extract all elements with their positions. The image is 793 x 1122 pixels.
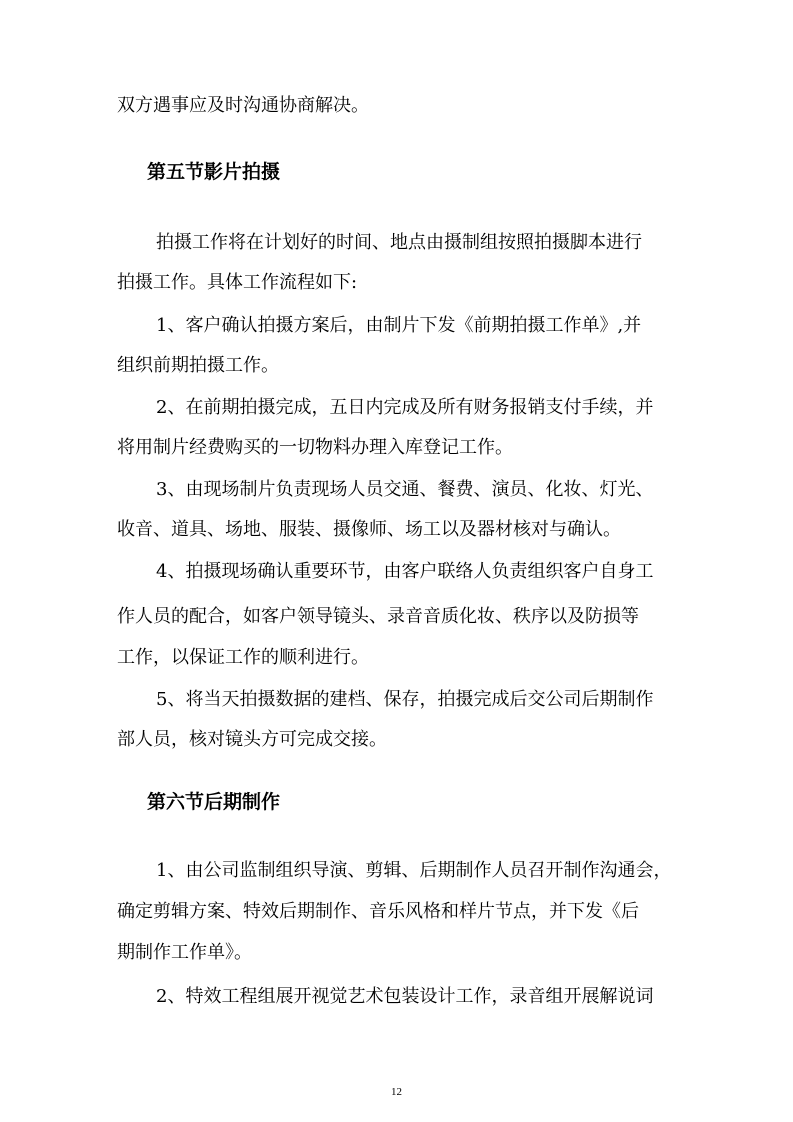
section-6-item-1-line-2: 确定剪辑方案、特效后期制作、音乐风格和样片节点，并下发《后 (117, 901, 639, 922)
section-5-heading: 第五节影片拍摄 (147, 161, 281, 183)
section-5-intro-line-2: 拍摄工作。具体工作流程如下: (117, 272, 358, 293)
section-6-heading: 第六节后期制作 (147, 791, 281, 813)
section-5-item-1-line-2: 组织前期拍摄工作。 (117, 355, 279, 376)
section-5-item-5-line-2: 部人员，核对镜头方可完成交接。 (117, 729, 387, 750)
section-5-item-5-line-1: 5、将当天拍摄数据的建档、保存，拍摄完成后交公司后期制作 (156, 689, 654, 710)
section-6-item-1-line-3: 期制作工作单》。 (117, 942, 252, 963)
section-5-item-1-line-1: 1、客户确认拍摄方案后，由制片下发《前期拍摄工作单》,并 (156, 315, 642, 336)
section-5-item-4-line-1: 4、拍摄现场确认重要环节，由客户联络人负责组织客户自身工 (156, 561, 654, 582)
section-5-item-3-line-2: 收音、道具、场地、服装、摄像师、场工以及器材核对与确认。 (117, 519, 621, 540)
section-5-item-4-line-2: 作人员的配合，如客户领导镜头、录音音质化妆、秩序以及防损等 (117, 606, 639, 627)
section-5-item-2-line-2: 将用制片经费购买的一切物料办理入库登记工作。 (117, 437, 513, 458)
section-6-item-1-line-1: 1、由公司监制组织导演、剪辑、后期制作人员召开制作沟通会， (156, 860, 672, 881)
continuation-text: 双方遇事应及时沟通协商解决。 (117, 95, 369, 116)
section-5-item-4-line-3: 工作，以保证工作的顺利进行。 (117, 647, 369, 668)
section-5-item-2-line-1: 2、在前期拍摄完成，五日内完成及所有财务报销支付手续，并 (156, 397, 654, 418)
section-5-item-3-line-1: 3、由现场制片负责现场人员交通、餐费、演员、化妆、灯光、 (156, 479, 654, 500)
section-6-item-2-line-1: 2、特效工程组展开视觉艺术包装设计工作，录音组开展解说词 (156, 986, 654, 1007)
section-5-intro-line-1: 拍摄工作将在计划好的时间、地点由摄制组按照拍摄脚本进行 (156, 232, 642, 253)
page-number: 12 (391, 1086, 402, 1098)
